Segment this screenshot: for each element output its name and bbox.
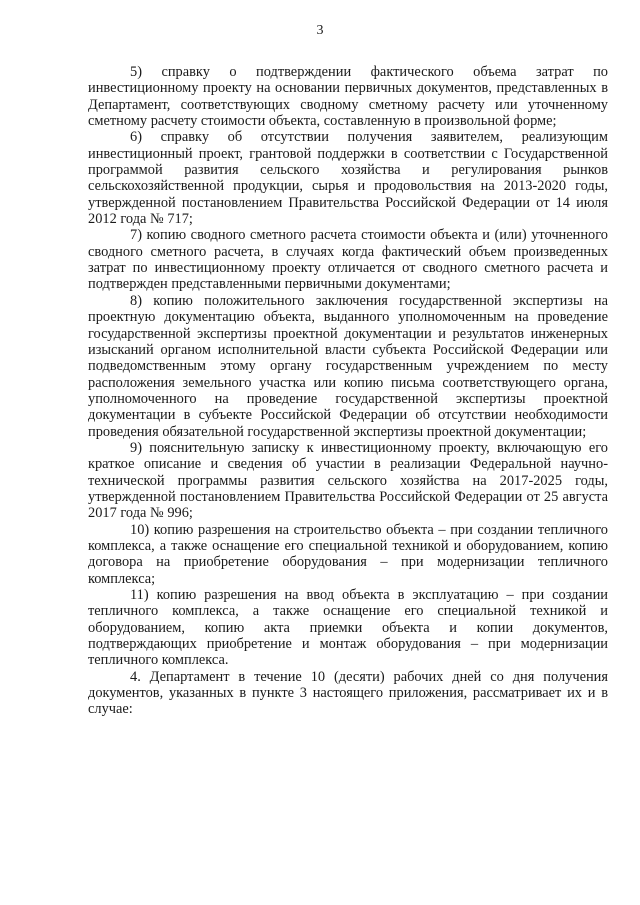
- paragraph-item-10: 10) копию разрешения на строительство объекта – при создании тепличного комплекса, а также оснащение его специальной техникой и оборудованием, копию договора на приобретение оборудования – при модернизации тепличного комплекса;: [88, 521, 608, 587]
- paragraph-item-8: 8) копию положительного заключения государственной экспертизы на проектную документацию объекта, выданного уполномоченным на проведение государственной экспертизы проектной документации и результатов инженерных изысканий органом исполнительной власти субъекта Российской Федерации или подведомственным этому органу государственным учреждением по месту расположения земельного участка или копию письма соответствующего органа, уполномоченного на проведение государственной экспертизы проектной документации в субъекте Российской Федерации об отсутствии необходимости проведения обязательной государственной экспертизы проектной документации;: [88, 292, 608, 440]
- paragraph-item-6: 6) справку об отсутствии получения заявителем, реализующим инвестиционный проект, грантовой поддержки в соответствии с Государственной программой развития сельского хозяйства и регулирования рынков сельскохозяйственной продукции, сырья и продовольствия на 2013-2020 годы, утвержденной постановлением Правительства Российской Федерации от 14 июля 2012 года № 717;: [88, 129, 608, 228]
- paragraph-item-5: 5) справку о подтверждении фактического объема затрат по инвестиционному проекту на основании первичных документов, представленных в Департамент, соответствующих сводному сметному расчету или уточненному сметному расчету стоимости объекта, составленную в произвольной форме;: [88, 64, 608, 130]
- paragraph-item-7: 7) копию сводного сметного расчета стоимости объекта и (или) уточненного сводного сметного расчета, в случаях когда фактический объем произведенных затрат по инвестиционному проекту отличается от сводного сметного расчета и подтвержден представленными первичными документами;: [88, 227, 608, 293]
- page-number: 3: [316, 23, 324, 38]
- paragraph-item-11: 11) копию разрешения на ввод объекта в эксплуатацию – при создании тепличного комплекса, а также оснащение его специальной техникой и оборудованием, копию акта приемки объекта и копии документов, подтверждающих приобретение и монтаж оборудования – при модернизации тепличного комплекса.: [88, 587, 608, 669]
- paragraph-section-4: 4. Департамент в течение 10 (десяти) рабочих дней со дня получения документов, указанных в пункте 3 настоящего приложения, рассматривает их и в случае:: [88, 668, 608, 718]
- document-body: [88, 64, 608, 718]
- paragraph-item-9: 9) пояснительную записку к инвестиционному проекту, включающую его краткое описание и сведения об участии в реализации Федеральной научно-технической программы развития сельского хозяйства на 2017-2025 годы, утвержденной постановлением Правительства Российской Федерации от 25 августа 2017 года № 996;: [88, 439, 608, 522]
